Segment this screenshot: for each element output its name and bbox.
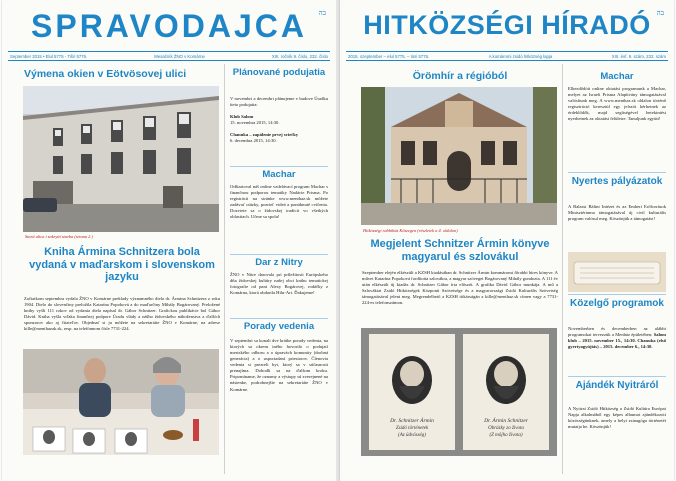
right-hebrew-mark: בה: [656, 9, 664, 17]
book-covers-photo: [361, 328, 557, 456]
planned-events-intro: V novembri a decembri plánujeme v budove Úradku tieto podujatia:: [230, 96, 328, 108]
machar-body-hu: Elkezdődött online oktatási programunk a Machar, melyet az Israeli Prisma Alapítvány támogatásával valósítunk meg. A www.menthaz.sk oldalon történő regisztráció keresztül egy jelszót kérhetnek az érdeklődők, majd segítségével betekintést nyerhetnek az oktatási felületre. Tanuljunk együtt!: [568, 86, 666, 122]
nitra-gift-heading: Dar z Nitry: [255, 257, 303, 268]
left-page: [2, 0, 336, 481]
nitra-gift-body: ŽNO v Nitre darovala pri príležitosti Európskeho dňa židovskej kultúry našej obci knihu tematickej fotografie od pani Alexy Bogárovej, rodáčky z Komárna, ktorá obdarila Hilu-Art. Ďakujeme!: [230, 272, 328, 296]
right-column-divider: [562, 64, 563, 474]
grants-photo: [568, 252, 666, 292]
sidebar-rule-2: [230, 254, 328, 255]
machar-heading-sk: Machar: [262, 169, 296, 180]
left-masthead-title: SPRAVODAJCA: [31, 8, 307, 44]
nitra-gift-text: [230, 272, 328, 314]
right-sidebar-rule-2: [568, 294, 666, 295]
club-name: Klub Salom: [230, 114, 254, 120]
book1-line2: Zsidó történetek: [395, 426, 429, 431]
right-masthead: [340, 0, 674, 56]
machar-text-sk: [230, 184, 328, 248]
right-article-text: [362, 270, 558, 324]
left-main-headline: Výmena okien v Eötvösovej ulici: [24, 68, 187, 80]
left-issue-subtitle: Mesačník ŽNO v Komárne: [154, 53, 205, 59]
left-article-body: Začiatkom septembra vydala ŽNO v Komárne preklady významného diela dr. Ármina Schnitzera z roku 1904. Dielo do slovenčiny preložila Katarína Popoková a do maďarčiny Mihály Bogárovaný. Preložené knihy vyšli 111 rokov od vydania diela napísal dr. Gábor Schnitzer. Grafickou publikácie bol Gábor Dávid. Kniha vyšla vďaka finančnej podpore Úradu vlády a nášho židovského náboženstva a ďalších sponzorov ako aj čitateľov. Objednať si ju môžete na sekretariáte ŽNO v Komárne, na adrese kille@menthazak.sk, resp. na telefónnom čísle 7731-224.: [24, 296, 220, 332]
right-issue-number: XIII. évf. 9. szám, 232. szám: [611, 53, 666, 59]
right-sidebar-rule-1: [568, 172, 666, 173]
salom-club-event: Salom klub – 2015. november 15., 14:30.: [568, 332, 666, 344]
board-meetings-text: [230, 338, 328, 470]
chanuka-date: 6. decembra 2015, 14:30.: [230, 138, 277, 144]
upcoming-events-intro: Novemberben és decemberben az alábbi programokat tervezzük a Menház épületében:: [568, 326, 666, 338]
left-article-text: [24, 296, 220, 346]
left-column-divider: [224, 64, 225, 474]
nitra-gift-text-hu: [568, 406, 666, 470]
sidebar-rule-3: [230, 318, 328, 319]
right-issue-subtitle: A komáromi zsidó hitközség lapja: [488, 53, 553, 59]
right-issue-date: 2015. szeptember – elul 5775. – tisri 5776.: [348, 53, 430, 59]
board-meetings-body: V septembri sa konali dve krátke porady vedenia, na ktorých sa okrem iného hovorilo o podujatí mestského odboru a o úpravách komunity (drobná generácia) a o usporiadaní priestorov. Členovia vedenia si prezreli byt, ktorý sa v súčasnosti prenajíma. Dohodli sa na ďalšom kroku. Pripomíname, že oznamy a výstupy sú zverejnené na nástenke, podrobnejšie na sekretariáte ŽNO v Komárne.: [230, 338, 328, 392]
left-issue-date: September 2015 • Elul 5775 - Tišri 5776.: [10, 53, 88, 59]
nitra-gift-heading-hu: Ajándék Nyitráról: [575, 380, 659, 391]
planned-events-heading: Plánované podujatia: [232, 67, 326, 78]
building-photo: [23, 86, 219, 232]
left-masthead: [2, 0, 336, 56]
sidebar-rule-1: [230, 166, 328, 167]
grants-text: [568, 204, 666, 250]
left-issue-number: XIII. ročník 9. číslo, 232. číslo: [271, 53, 328, 59]
machar-body-sk: Odštartoval náš online vzdelávací program Machar s finančnou podporou tematiky Nadácie Prisma. Po registrácii na stránke www.menthaz.sk môžete zadávať otázky, pozrieť videá a ponúknuté cvičenia. Dozviete sa o židovskej tradícii vo všetkých oblastiach. Učme sa spolu!: [230, 184, 328, 220]
planned-events-text: [230, 96, 328, 145]
right-sidebar-rule-3: [568, 376, 666, 377]
grants-heading: Nyertes pályázatok: [571, 176, 663, 187]
book2-line2: Obrázky zo života: [488, 426, 524, 431]
right-page: [340, 0, 674, 481]
rabbi-house-photo: [361, 87, 557, 225]
book2-line3: (Z môjho života): [489, 433, 523, 438]
left-issue-bar: [8, 51, 330, 61]
nitra-gift-body-hu: A Nyitrai Zsidó Hitközség a Zsidó Kultúra Európai Napja alkalmából egy képes albumot ajándékozott közösségünknek, amely a helyi zsinagóga történetét mutatja be. Köszönjük!: [568, 406, 666, 430]
building-photo-caption: Stará ulica i zakrytá stavba (strana 2.): [25, 234, 93, 239]
book1-line3: (Az üdvösség): [398, 433, 426, 438]
right-issue-bar: [346, 51, 668, 61]
chanuka-event-hu: Chanuka (első gyertyagyújtás) – 2015. december 6., 14:30.: [568, 338, 666, 350]
right-masthead-title: HITKÖZSÉGI HÍRADÓ: [363, 10, 651, 40]
left-hebrew-mark: בה: [318, 9, 326, 17]
board-meetings-heading: Porady vedenia: [243, 321, 315, 332]
chanuka-event: Chanuka – zapálenie prvej sviečky: [230, 132, 299, 138]
upcoming-events-heading: Közelgő programok: [570, 298, 664, 309]
right-main-headline: Örömhír a régióból: [412, 70, 508, 82]
upcoming-events-text: [568, 326, 666, 374]
book2-line1: Dr. Ármin Schnitzer: [484, 418, 528, 424]
right-article-body: Szeptember elején elkészült a KZSH kiadásában dr. Schnitzer Ármin kommáromi főrabbi híres könyve. A művet Katarína Popoková fordította szlovákra, a magyar szöveget Bogárovaný Mihály gondozta. A 111 év után elkészült új kiadás dr. Schnitzer Gábor írta előszót. A grafika Dávid Gábor munkája. A mű a Szlovákiai Zsidó Hitközségek Központi Szövetsége és a magyarországi Zsidó Kulturális Szövetség támogatásával jelent meg. Megrendelhető a KZSH titkárságán a kille@menthaz.sk címen vagy a 7731-224-es telefonszámon.: [362, 270, 558, 306]
book1-line1: Dr. Schnitzer Ármin: [390, 418, 434, 424]
right-article-headline: Megjelent Schnitzer Ármin könyve magyarul és szlovákul: [370, 238, 550, 263]
grants-body: A Balassi Bálint Intézet és az Emberi Erőforrások Minisztériuma támogatásával új civil kulturális program valósul meg. Köszönjük a támogatást!: [568, 204, 666, 222]
machar-text-hu: [568, 86, 666, 168]
left-article-headline: Kniha Ármina Schnitzera bola vydaná v maďarskom i slovenskom jazyku: [29, 246, 215, 284]
club-date: 15. novembra 2015, 14:30.: [230, 120, 280, 126]
rabbi-house-caption: Hitközségi rabbiház Kőszegen (részletek a 4. oldalon): [363, 228, 458, 233]
people-photo: [23, 349, 219, 455]
machar-heading-hu: Machar: [600, 71, 634, 82]
